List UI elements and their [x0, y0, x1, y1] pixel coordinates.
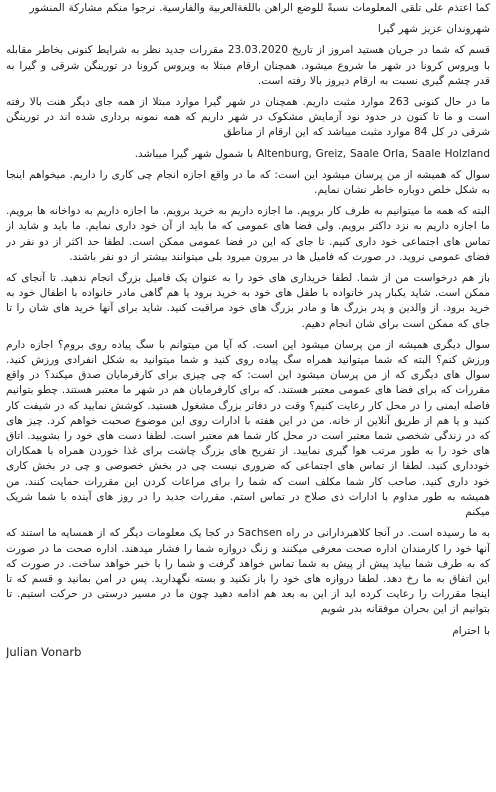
paragraph-question-allowed: سوال که همیشه از من پرسان میشود این است: که ما در واقع اجازه انجام چی کاری را داریم. میخواهم اینجا به شکل خلص دوباره خاطر نشان نمایم.	[6, 168, 490, 197]
paragraph-dog-sport-employers: سوال دیگری همیشه از من پرسان میشود این است. که آیا من میتوانم با سگ پیاده روی بروم؟ اجازه دارم ورزش کنم؟ البته که شما میتوانید همراه سگ پیاده روی کنید و شما میتوانید به شکل انفرادی ورزش کنید. سوال های دیگری که از من پرسان میشود این است: که چی چیزی برای کارفرمایان صدق میکند؟ در واقع مقررات که برای فضا های عمومی معتبر هستند. که برای کارفرمایان هم در شهر ما معتبر هستند. چطو بتوانیم فاصله ایمنی را در محل کار رعایت کنیم؟ وقت در دفاتر بزرگ مشغول هستید. کوشش نمایید که در شیفت کار کنید و یا هم از طریق آنلاین از خانه. من در این هفته با ادارات روی این موضوع صحبت خواهم کرد. چیز های که در زندگی شخصی شما معتبر است در محل کار شما هم معتبر است. لطفا دست های خود را بشویید. اتاق های خود را به طور مرتب هوا گیری نمایید. از تفریح های بزرگ چاشت برای غذا خوردن همراه با همکاران خودداری کنید. لطفا از تماس های اجتماعی که ضروری نیست چی در بخش خصوصی و چی در بخش کاری خود داری کنید. صاحب کار شما مکلف است که شما را برای مراعات کردن این مقررات حمایت کنند. من همیشه به طور مداوم با ادارات ذی صلاح در تماس استم. مقررات جدید را در روز های آینده با شما شریک میکنم	[6, 338, 490, 519]
signature: Julian Vonarb	[6, 644, 82, 659]
paragraph-regions: Altenburg, Greiz, Saale Orla, Saale Holzland با شمول شهر گیرا میباشد.	[134, 147, 490, 160]
paragraph-shopping-request: باز هم درخواست من از شما. لطفا خریداری های خود را به عنوان یک فامیل بزرگ انجام ندهید. تا آنجای که ممکن است. شاید یکبار پدر خانواده با طفل های خود به خرید برود یا هم گاهی مادر خانواده با اطفال خود به خرید برود. از والدین و پدر بزرگ ها و مادر بزرگ های خود مراقبت کنید. شاید برای آنها خرید های شان را تا جای که ممکن است برای شان انجام دهیم.	[6, 272, 490, 330]
paragraph-case-numbers: ما در حال کنونی 263 موارد مثبت داریم. همچنان در شهر گیرا موارد مبتلا از همه جای دیگر هنت بالا رفته است و ما تا کنون در حدود نود آزمایش مشکوک در شهر داریم که همه نمونه برداری شده اند در تورینگن شرقی در کل 84 موارد مثبت میباشد که این ارقام از مناطق	[6, 96, 490, 139]
paragraph-fraud-warning: به ما رسیده است. در آنجا کلاهبردارانی در راه Sachsen در کجا یک معلومات دیگر که از همسایه ما استند که آنها خود را کارمندان اداره صحت معرفی میکنند و زنگ دروازه شما را فشار میدهند. اداره صحت ما در صورت که به طرف شما بیاید پیش از پیش به شما تماس خواهد گرفت و شما را با خبر خواهد ساخت. در صورت که این اتفاق به ما رخ دهد. لطفا دروازه های خود را باز نکنید و بسته نگهدارید. پس در امن بمانید و قسم که تا اینجا مقررات را رعایت کرده اید از این به بعد هم ادامه دهید چون ما در مسیر درستی در حرکت استیم. تا بتوانیم از این بحران موفقانه بدر شویم	[6, 527, 490, 616]
paragraph-allowed-activities: البته که همه ما میتوانیم به طرف کار برویم. ما اجازه داریم به خرید برویم. ما اجازه داریم به دواخانه ها برویم. ما اجازه داریم به نزد داکتر برویم. ولی فضا های عمومی که ما باید از آن خود داری نمایم. ما باید و شاید از تماس های اجتماعی خود داری کنیم. تا جای که این در فضا عمومی ممکن است. لطفا حد اکثر از دو نفر در فضای عمومی نروید. در صورت که فامیل ها در بیرون میرود بلی میتوانند بیشتر از دو نفر باشند.	[6, 205, 490, 263]
closing: با احترام	[452, 624, 490, 637]
intro-note: کما اعتذم علی تلقی المعلومات نسبةً للوضع الراهن باللغةالعربیة والفارسیة. نرجوا منکم مشارکة المنشور	[29, 2, 490, 14]
paragraph-new-rules: قسم که شما در جریان هستید امروز از تاریخ 23.03.2020 مقررات جدید نظر به شرایط کنونی بخاطر مقابله با ویروس کرونا در شهر ما شروع میشود. همچنان ارقام مبتلا به ویروس کرونا در تورینگن شرقی و گیرا به قدر چشم گیری نسبت به ارقام دیروز بالا رفته است.	[6, 44, 490, 87]
greeting: شهروندان عزیز شهر گیرا	[377, 23, 490, 36]
post-body	[6, 0, 490, 792]
